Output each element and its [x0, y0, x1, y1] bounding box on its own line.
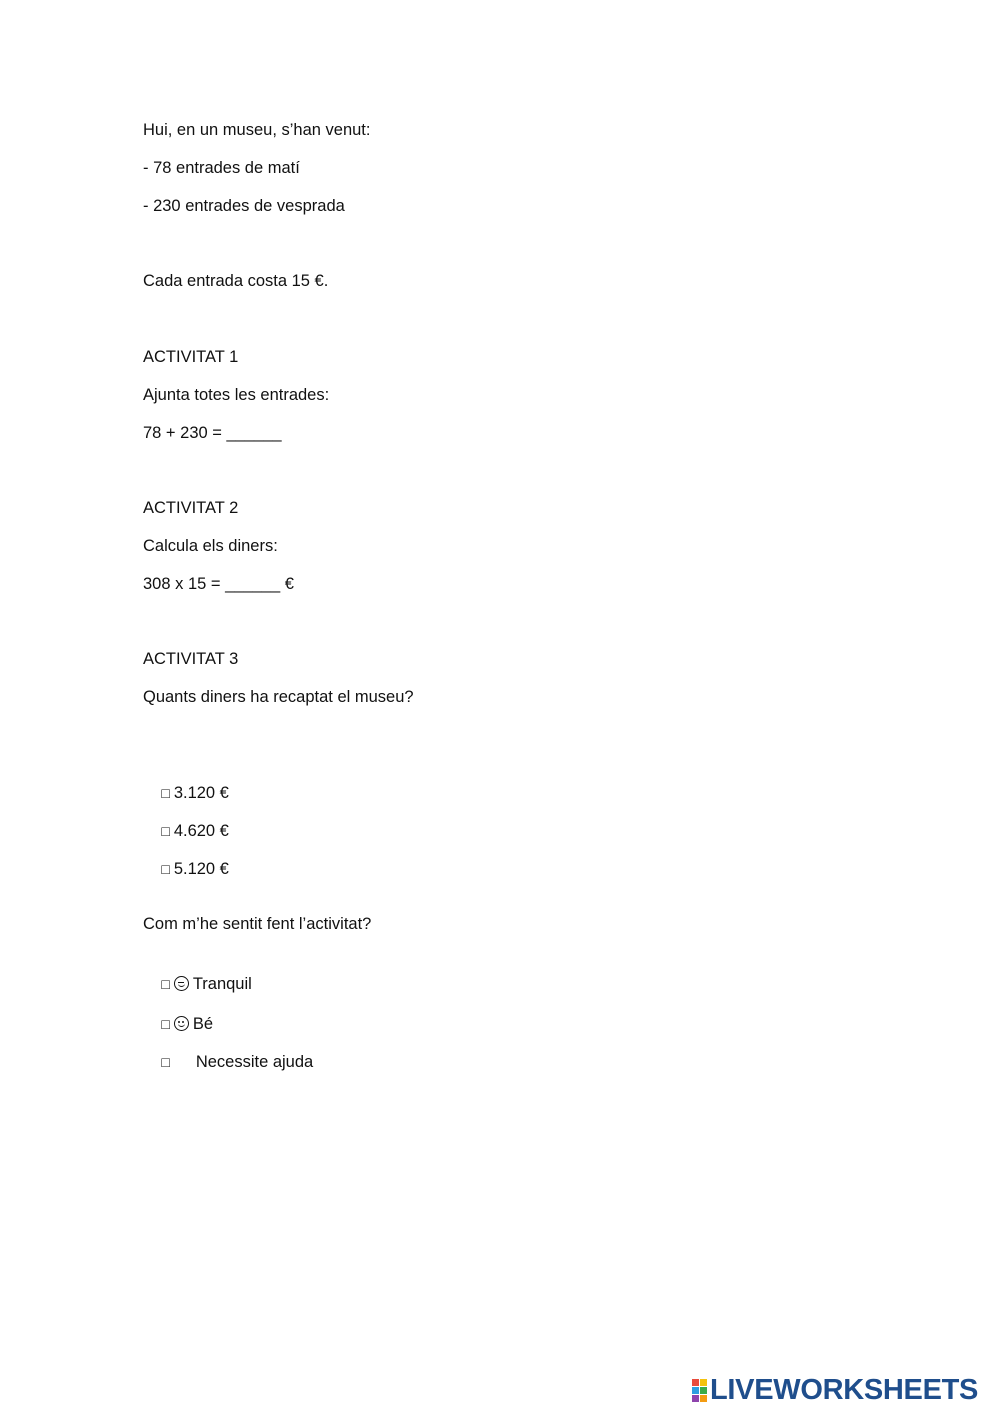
answer-option-label: 3.120 € [173, 784, 229, 802]
activity2-instruction: Calcula els diners: [143, 537, 278, 555]
logo-tile [692, 1387, 699, 1394]
feeling-option-label: Necessite ajuda [195, 1053, 314, 1071]
logo-text: LIVEWORKSHEETS [710, 1374, 979, 1406]
activity2-equation[interactable]: 308 x 15 = ______ € [143, 575, 294, 593]
intro-line-1: Hui, en un museu, s’han venut: [143, 121, 371, 139]
checkbox[interactable]: □ [161, 785, 170, 801]
activity3-title: ACTIVITAT 3 [143, 650, 239, 668]
answer-option[interactable] [143, 839, 229, 899]
checkbox[interactable]: □ [161, 1054, 170, 1070]
answer-option-label: 5.120 € [173, 860, 229, 878]
feelings-question: Com m’he sentit fent l’activitat? [143, 915, 372, 933]
activity1-instruction: Ajunta totes les entrades: [143, 386, 330, 404]
logo-tile [700, 1379, 707, 1386]
feeling-option-label: Tranquil [192, 975, 252, 993]
feeling-option-label: Bé [192, 1015, 213, 1033]
checkbox[interactable]: □ [161, 1016, 170, 1032]
checkbox[interactable]: □ [161, 823, 170, 839]
liveworksheets-logo [692, 1376, 978, 1404]
logo-tile [700, 1395, 707, 1402]
logo-tile [692, 1379, 699, 1386]
logo-tiles-icon [692, 1379, 707, 1402]
checkbox[interactable]: □ [161, 976, 170, 992]
smiling-face-icon [174, 1016, 189, 1031]
logo-tile [692, 1395, 699, 1402]
relieved-face-icon [174, 976, 189, 991]
activity3-question: Quants diners ha recaptat el museu? [143, 688, 414, 706]
price-text: Cada entrada costa 15 €. [143, 272, 329, 290]
activity2-title: ACTIVITAT 2 [143, 499, 239, 517]
answer-option-label: 4.620 € [173, 822, 229, 840]
activity1-title: ACTIVITAT 1 [143, 348, 239, 366]
checkbox[interactable]: □ [161, 861, 170, 877]
intro-line-3: - 230 entrades de vesprada [143, 197, 345, 215]
intro-line-2: - 78 entrades de matí [143, 159, 300, 177]
logo-tile [700, 1387, 707, 1394]
feeling-option[interactable] [143, 1032, 313, 1092]
activity1-equation[interactable]: 78 + 230 = ______ [143, 424, 282, 442]
